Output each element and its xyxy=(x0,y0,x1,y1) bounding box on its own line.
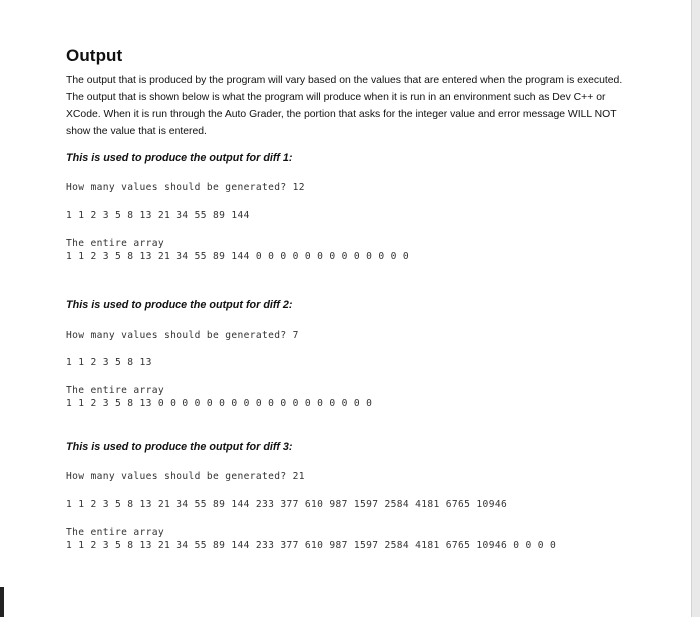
diff-1-array-label: The entire array xyxy=(66,238,165,249)
page-edge-right xyxy=(691,0,700,617)
diff-2-prompt: How many values should be generated? 7 xyxy=(66,330,299,341)
diff-3-array-values: 1 1 2 3 5 8 13 21 34 55 89 144 233 377 610 987 1597 2584 4181 6765 10946 0 0 0 0 xyxy=(66,540,557,551)
intro-paragraph: The output that is produced by the program will vary based on the values that are entered when the program is executed. The output that is shown below is what the program will produce when it is run in an environment such as Dev C++ or XCode. When it is run through the Auto Grader, the portion that asks for the integer value and error message WILL NOT show the value that is entered. xyxy=(66,75,623,137)
diff-2-array-values: 1 1 2 3 5 8 13 0 0 0 0 0 0 0 0 0 0 0 0 0 0 0 0 0 0 xyxy=(66,398,373,409)
diff-3-sequence: 1 1 2 3 5 8 13 21 34 55 89 144 233 377 610 987 1597 2584 4181 6765 10946 xyxy=(66,499,508,510)
diff-2-title: This is used to produce the output for diff 2: xyxy=(66,299,293,311)
diff-3-prompt: How many values should be generated? 21 xyxy=(66,471,305,482)
diff-2-array-label: The entire array xyxy=(66,385,165,396)
diff-1-title: This is used to produce the output for diff 1: xyxy=(66,152,293,164)
diff-3-title: This is used to produce the output for diff 3: xyxy=(66,441,293,453)
document-page xyxy=(66,46,632,551)
page-title: Output xyxy=(66,46,123,65)
diff-1-sequence: 1 1 2 3 5 8 13 21 34 55 89 144 xyxy=(66,210,250,221)
page-edge-bottom-left xyxy=(0,587,4,617)
diff-3-array-label: The entire array xyxy=(66,527,165,538)
diff-2-sequence: 1 1 2 3 5 8 13 xyxy=(66,357,152,368)
diff-1-prompt: How many values should be generated? 12 xyxy=(66,182,305,193)
diff-1-array-values: 1 1 2 3 5 8 13 21 34 55 89 144 0 0 0 0 0 0 0 0 0 0 0 0 0 xyxy=(66,251,410,262)
